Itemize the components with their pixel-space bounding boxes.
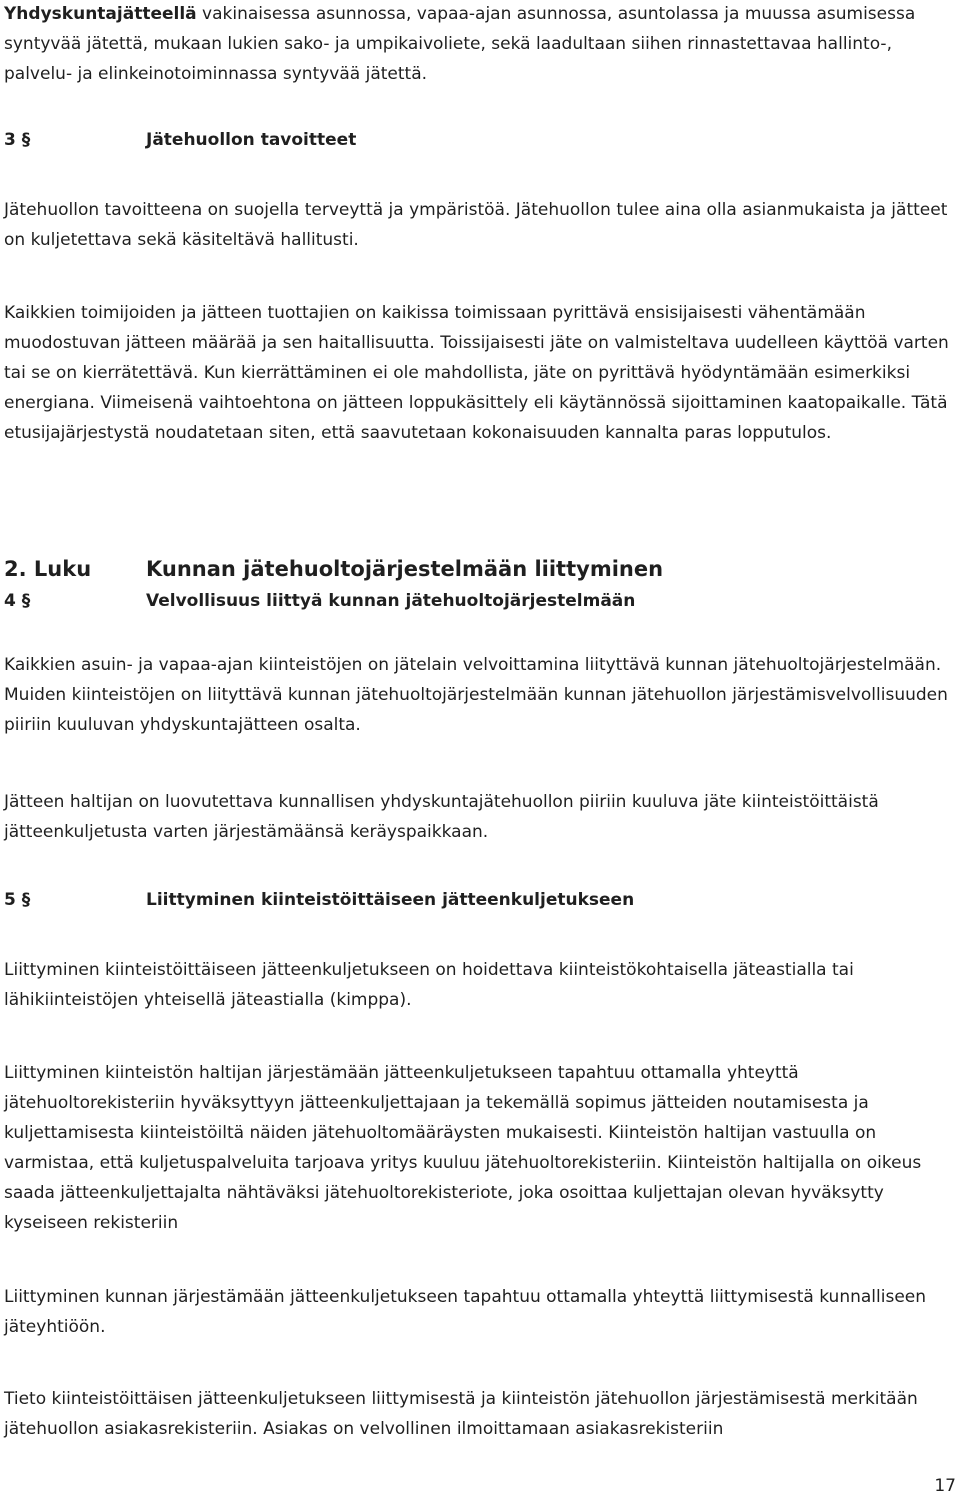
section-title: Liittyminen kiinteistöittäiseen jätteenkuljetukseen [146,890,635,910]
paragraph-obligation-join: Kaikkien asuin- ja vapaa-ajan kiinteistöjen on jätelain velvoittamina liityttävä kunnan jätehuoltojärjestelmään. Muiden kiinteistöjen on liityttävä kunnan jätehuoltojärjestelmään kunnan jätehuollon järjestämisvelvollisuuden piiriin kuuluvan yhdyskuntajätteen osalta. [4,655,948,735]
paragraph-waste-goals: Jätehuollon tavoitteena on suojella terveyttä ja ympäristöä. Jätehuollon tulee aina olla asianmukaista ja jätteet on kuljetettava sekä käsiteltävä hallitusti. [4,200,948,250]
section-title: Jätehuollon tavoitteet [146,130,357,150]
paragraph-joining-method: Liittyminen kiinteistöittäiseen jätteenkuljetukseen on hoidettava kiinteistökohtaisella jäteastialla tai lähikiinteistöjen yhteisellä jäteastialla (kimppa). [4,960,854,1010]
paragraph-waste-handover: Jätteen haltijan on luovutettava kunnallisen yhdyskuntajätehuollon piiriin kuuluva jäte kiinteistöittäistä jätteenkuljetusta varten järjestämäänsä keräyspaikkaan. [4,792,879,842]
page-number: 17 [934,1476,956,1496]
paragraph-definition [4,0,956,89]
defined-term: Yhdyskuntajätteellä [4,4,197,24]
definition-text: vakinaisessa asunnossa, vapaa-ajan asunnossa, asuntolassa ja muussa asumisessa syntyvää jätettä, mukaan lukien sako- ja umpikaivoliete, sekä laadultaan siihen rinnastettavaa hallinto-, palvelu- ja elinkeinotoiminnassa syntyvää jätettä. [4,4,916,84]
section-number: 4 § [4,591,31,611]
paragraph-waste-hierarchy: Kaikkien toimijoiden ja jätteen tuottajien on kaikissa toimissaan pyrittävä ensisijaisesti vähentämään muodostuvan jätteen määrää ja sen haitallisuutta. Toissijaisesti jäte on valmisteltava uudelleen käyttöä varten tai se on kierrätettävä. Kun kierrättäminen ei ole mahdollista, jäte on pyrittävä hyödyntämään esimerkiksi energiana. Viimeisenä vaihtoehtona on jätteen loppukäsittely eli käytännössä sijoittaminen kaatopaikalle. Tätä etusijajärjestystä noudatetaan siten, että saavutetaan kokonaisuuden kannalta paras lopputulos. [4,303,949,443]
section-number: 5 § [4,890,31,910]
chapter-title: Kunnan jätehuoltojärjestelmään liittyminen [146,557,664,581]
paragraph-property-owner-transport: Liittyminen kiinteistön haltijan järjestämään jätteenkuljetukseen tapahtuu ottamalla yhteyttä jätehuoltorekisteriin hyväksyttyyn jätteenkuljettajaan ja tekemällä sopimus jätteiden noutamisesta ja kuljettamisesta kiinteistöiltä näiden jätehuoltomääräysten mukaisesti. Kiinteistön haltijan vastuulla on varmistaa, että kuljetuspalveluita tarjoava yritys kuuluu jätehuoltorekisteriin. Kiinteistön haltijalla on oikeus saada jätteenkuljettajalta nähtäväksi jätehuoltorekisteriote, joka osoittaa kuljettajan olevan hyväksytty kyseiseen rekisteriin [4,1063,922,1233]
paragraph-municipal-transport: Liittyminen kunnan järjestämään jätteenkuljetukseen tapahtuu ottamalla yhteyttä liittymisestä kunnalliseen jäteyhtiöön. [4,1287,927,1337]
section-number: 3 § [4,130,31,150]
section-title: Velvollisuus liittyä kunnan jätehuoltojärjestelmään [146,591,636,611]
chapter-number: 2. Luku [4,557,92,581]
paragraph-customer-register: Tieto kiinteistöittäisen jätteenkuljetukseen liittymisestä ja kiinteistön jätehuollon järjestämisestä merkitään jätehuollon asiakasrekisteriin. Asiakas on velvollinen ilmoittamaan asiakasrekisteriin [4,1389,918,1439]
